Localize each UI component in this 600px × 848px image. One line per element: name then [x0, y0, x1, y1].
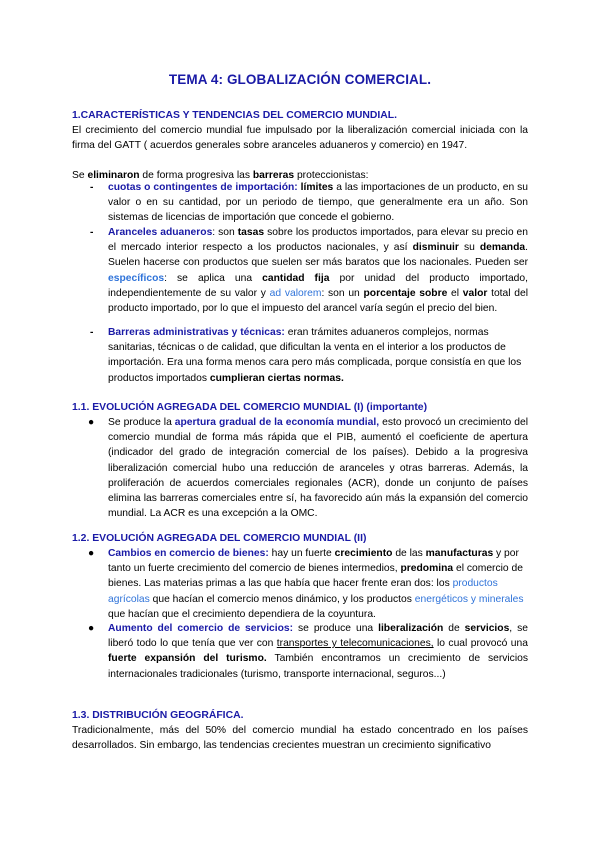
section-heading-1-1: 1.1. EVOLUCIÓN AGREGADA DEL COMERCIO MUNDIAL (I) (importante)	[72, 402, 428, 413]
paragraph-barreras: Se eliminaron de forma progresiva las barreras proteccionistas:	[72, 170, 369, 181]
dash-bullet-icon: -	[90, 327, 94, 338]
list-item-servicios: Aumento del comercio de servicios: se produce una liberalización de servicios, se liberó todo lo que tenía que ver con transportes y telecomunicaciones, lo cual provocó una fuerte expansión del turismo. También encontramos un crecimiento de servicios internacionales tradicionales (turismo, transporte internacional, seguros...)	[108, 623, 528, 680]
section-heading-1: 1.CARACTERÍSTICAS Y TENDENCIAS DEL COMERCIO MUNDIAL.	[72, 110, 398, 121]
list-item-apertura: Se produce la apertura gradual de la economía mundial, esto provocó un crecimiento del comercio mundial de forma más rápida que el PIB, aumentó el coeficiente de apertura (indicador del grado de integración comercial de los países). Debido a la progresiva liberalización comercial hubo una reducción de aranceles y otras barreras. Además, la proliferación de acuerdos comerciales regionales (ACR), donde un conjunto de países elimina las barreras comerciales entre sí, ha favorecido aún más la expansión del comercio mundial. La ACR es una excepción a la OMC.	[108, 417, 528, 520]
bullet-dot-icon: ●	[88, 548, 95, 559]
list-item-barreras-administrativas: Barreras administrativas y técnicas: eran trámites aduaneros complejos, normas sanitarias, técnicas o de calidad, que dificultan la venta en el interior a los productos de importación. Era una forma menos cara pero más complicada, porque consistía en que los productos importados cumplieran ciertas normas.	[108, 327, 522, 384]
section-heading-1-3: 1.3. DISTRIBUCIÓN GEOGRÁFICA.	[72, 710, 244, 721]
list-item-cuotas: cuotas o contingentes de importación: límites a las importaciones de un producto, en su valor o en su cantidad, por un periodo de tiempo, que generalmente era un año. Son sistemas de licencias de importación que concede el gobierno.	[108, 182, 528, 224]
bullet-dot-icon: ●	[88, 623, 95, 634]
list-item-bienes: Cambios en comercio de bienes: hay un fuerte crecimiento de las manufacturas y por tanto un fuerte crecimiento del comercio de bienes intermedios, predomina el comercio de bienes. Las materias primas a las que había que hacer frente eran dos: los productos agrícolas que hacían el comercio menos dinámico, y los productos energéticos y minerales que hacían que el crecimiento dependiera de la coyuntura.	[108, 548, 524, 620]
paragraph-distribucion: Tradicionalmente, más del 50% del comercio mundial ha estado concentrado en los países desarrollados. Sin embargo, las tendencias crecientes muestran un crecimiento significativo	[72, 725, 528, 752]
section-heading-1-2: 1.2. EVOLUCIÓN AGREGADA DEL COMERCIO MUNDIAL (II)	[72, 533, 367, 544]
bullet-dot-icon: ●	[88, 417, 95, 428]
list-item-aranceles: Aranceles aduaneros: son tasas sobre los productos importados, para elevar su precio en el mercado interior respecto a los productos nacionales, y así disminuir su demanda. Suelen hacerse con productos que suelen ser más baratos que los nacionales. Pueden ser específicos: se aplica una cantidad fija por unidad del producto importado, independientemente de su valor y ad valorem: son un porcentaje sobre el valor total del producto importado, por lo que el impuesto del arancel varía según el precio del bien.	[108, 227, 529, 315]
page-title: TEMA 4: GLOBALIZACIÓN COMERCIAL.	[168, 72, 432, 87]
paragraph-gatt: El crecimiento del comercio mundial fue impulsado por la liberalización comercial iniciada con la firma del GATT ( acuerdos generales sobre aranceles aduaneros y comercio) en 1947.	[72, 125, 528, 152]
dash-bullet-icon: -	[90, 182, 94, 193]
dash-bullet-icon: -	[90, 227, 94, 238]
